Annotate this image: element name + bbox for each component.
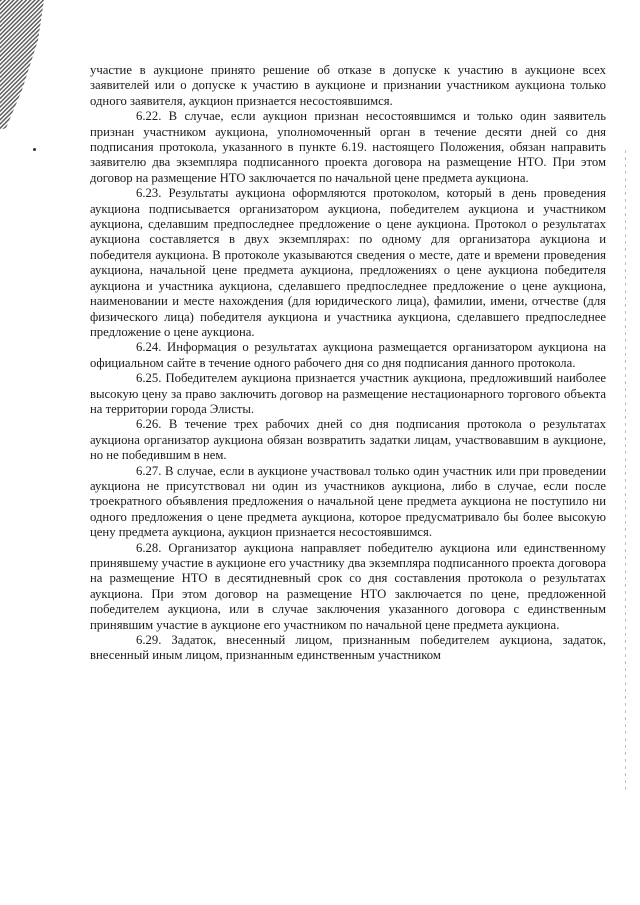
paragraph-continuation: участие в аукционе принято решение об отказе в допуске к участию в аукционе всех заявителей или о допуске к участию в аукционе и признании участником аукциона только одного заявителя, аукцион признается несостоявшимся. (90, 63, 606, 108)
paragraph-6-25: 6.25. Победителем аукциона признается участник аукциона, предложивший наиболее высокую цену за право заключить договор на размещение нестационарного торгового объекта на территории города Элисты. (90, 371, 606, 416)
document-body (90, 63, 606, 664)
paragraph-6-29: 6.29. Задаток, внесенный лицом, признанным победителем аукциона, задаток, внесенный иным лицом, признанным единственным участником (90, 633, 606, 663)
paragraph-6-26: 6.26. В течение трех рабочих дней со дня подписания протокола о результатах аукциона организатор аукциона обязан возвратить задатки лицам, участвовавшим в аукционе, но не победившим в нем. (90, 417, 606, 463)
paragraph-6-28: 6.28. Организатор аукциона направляет победителю аукциона или единственному принявшему участие в аукционе его участнику два экземпляра подписанного проекта договора на размещение НТО в десятидневный срок со дня составления протокола о результатах аукциона. При этом договор на размещение НТО заключается по цене, предложенной победителем аукциона, или в случае заключения указанного договора с единственным принявшим участие в аукционе его участником по начальной цене предмета аукциона. (90, 540, 606, 632)
paragraph-6-27: 6.27. В случае, если в аукционе участвовал только один участник или при проведении аукциона не присутствовал ни один из участников аукциона, либо в случае, если после троекратного объявления предложения о начальной цене предмета аукциона не поступило ни одного предложения о цене предмета аукциона, которое предусматривало бы более высокую цену предмета аукциона, аукцион признается несостоявшимся. (90, 463, 606, 540)
scan-edge-line (625, 150, 626, 790)
paragraph-6-23: 6.23. Результаты аукциона оформляются протоколом, который в день проведения аукциона подписывается организатором аукциона, победителем аукциона и участником аукциона, сделавшим предпоследнее предложение о цене аукциона. Протокол о результатах аукциона составляется в двух экземплярах: по одному для организатора аукциона и победителя аукциона. В протоколе указываются сведения о месте, дате и времени проведения аукциона, начальной цене предмета аукциона, предложениях о цене аукциона победителя аукциона и участника аукциона, сделавшего предпоследнее предложение о цене аукциона, наименовании и месте нахождения (для юридического лица), фамилии, имени, отчестве (для физического лица) победителя аукциона и участника аукциона, сделавшего предпоследнее предложение о цене аукциона. (90, 186, 606, 339)
scan-speck (33, 148, 36, 151)
scan-corner-mark (0, 0, 48, 130)
paragraph-6-24: 6.24. Информация о результатах аукциона размещается организатором аукциона на официальном сайте в течение одного рабочего дня со дня подписания данного протокола. (90, 340, 606, 370)
paragraph-6-22: 6.22. В случае, если аукцион признан несостоявшимся и только один заявитель признан участником аукциона, уполномоченный орган в течение десяти дней со дня подписания протокола, указанного в пункте 6.19. настоящего Положения, обязан направить заявителю два экземпляра подписанного проекта договора на размещение НТО. При этом договор на размещение НТО заключается по начальной цене предмета аукциона. (90, 109, 606, 185)
